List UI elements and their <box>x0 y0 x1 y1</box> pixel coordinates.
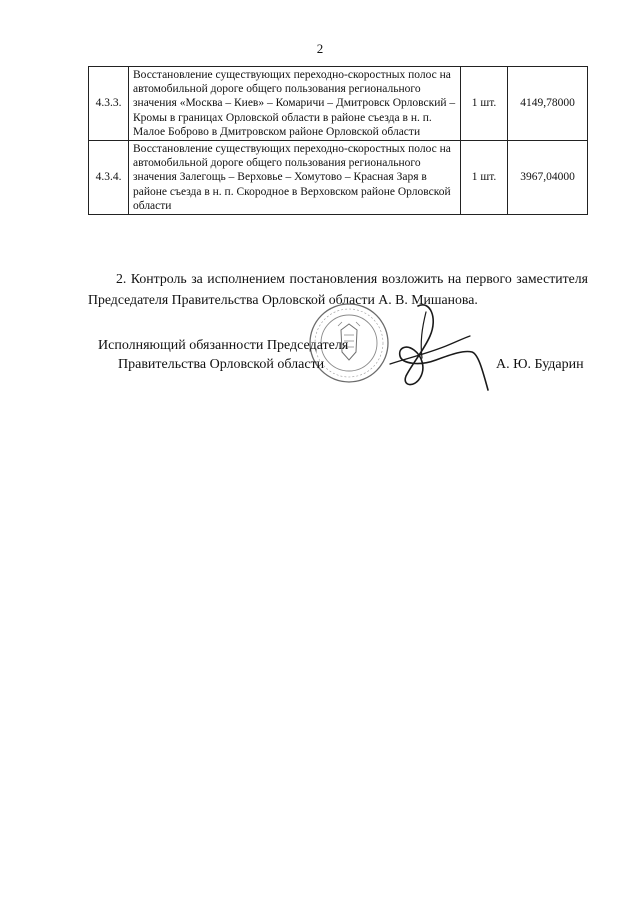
control-paragraph: 2. Контроль за исполнением постановления возложить на первого заместителя Председателя Правительства Орловской области А. В. Мишанова. <box>88 270 588 307</box>
item-number: 4.3.3. <box>89 67 129 141</box>
signatory-title-line1: Исполняющий обязанности Председателя <box>98 338 349 353</box>
items-table <box>88 66 588 215</box>
signature-block <box>0 338 640 408</box>
item-unit: 1 шт. <box>461 141 508 215</box>
item-amount: 3967,04000 <box>508 141 588 215</box>
item-amount: 4149,78000 <box>508 67 588 141</box>
signatory-title-line2: Правительства Орловской области <box>118 357 325 372</box>
item-number: 4.3.4. <box>89 141 129 215</box>
signatory-name: А. Ю. Бударин <box>496 357 584 372</box>
page-number: 2 <box>316 41 324 56</box>
table-row <box>89 141 588 215</box>
item-description: Восстановление существующих переходно-скоростных полос на автомобильной дороге общего пользования регионального значения «Москва – Киев» – Комаричи – Дмитровск Орловский – Кромы в границах Орловской области в районе съезда в н. п. Малое Боброво в Дмитровском районе Орловской области <box>129 67 461 141</box>
table-row <box>89 67 588 141</box>
item-description: Восстановление существующих переходно-скоростных полос на автомобильной дороге общего пользования регионального значения Залегощь – Верховье – Хомутово – Красная Заря в районе съезда в н. п. Скородное в Верховском районе Орловской области <box>129 141 461 215</box>
item-unit: 1 шт. <box>461 67 508 141</box>
